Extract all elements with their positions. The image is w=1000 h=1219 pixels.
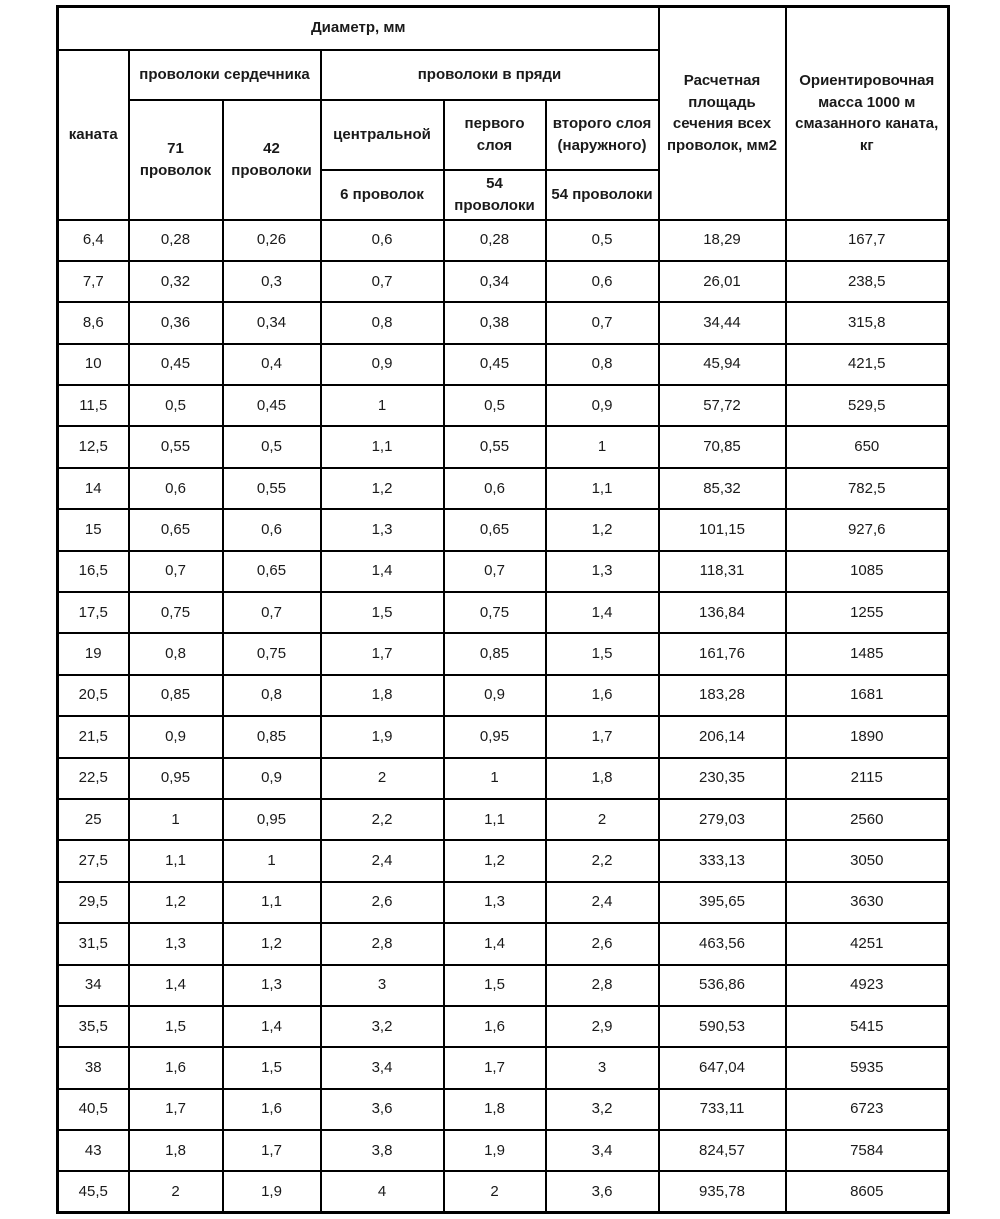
table-cell: 70,85: [659, 426, 786, 467]
table-cell: 536,86: [659, 965, 786, 1006]
table-cell: 45,94: [659, 344, 786, 385]
table-cell: 1,2: [129, 882, 223, 923]
table-cell: 3,4: [321, 1047, 444, 1088]
table-cell: 1,6: [129, 1047, 223, 1088]
table-cell: 3050: [786, 840, 949, 881]
table-cell: 25: [58, 799, 129, 840]
table-cell: 1,4: [321, 551, 444, 592]
table-cell: 34: [58, 965, 129, 1006]
table-cell: 650: [786, 426, 949, 467]
header-diameter-group: Диаметр, мм: [58, 7, 659, 50]
table-cell: 463,56: [659, 923, 786, 964]
table-cell: 1,4: [129, 965, 223, 1006]
table-cell: 26,01: [659, 261, 786, 302]
table-cell: 1,1: [223, 882, 321, 923]
table-cell: 3,4: [546, 1130, 659, 1171]
table-cell: 1,7: [223, 1130, 321, 1171]
header-section-area: Расчетная площадь сечения всех проволок, мм2: [659, 7, 786, 220]
table-cell: 0,28: [444, 220, 546, 261]
table-cell: 0,7: [321, 261, 444, 302]
table-row: [58, 551, 949, 592]
table-cell: 0,5: [546, 220, 659, 261]
table-row: [58, 716, 949, 757]
table-row: [58, 882, 949, 923]
table-header: [58, 7, 949, 220]
table-cell: 7584: [786, 1130, 949, 1171]
table-cell: 29,5: [58, 882, 129, 923]
table-cell: 0,45: [223, 385, 321, 426]
table-row: [58, 592, 949, 633]
table-cell: 1: [546, 426, 659, 467]
table-cell: 4251: [786, 923, 949, 964]
table-cell: 0,32: [129, 261, 223, 302]
table-row: [58, 1171, 949, 1212]
table-cell: 0,7: [546, 302, 659, 343]
table-cell: 0,9: [129, 716, 223, 757]
table-cell: 2,6: [321, 882, 444, 923]
header-strand-wires-group: проволоки в пряди: [321, 50, 659, 100]
table-cell: 0,6: [129, 468, 223, 509]
table-cell: 43: [58, 1130, 129, 1171]
table-cell: 16,5: [58, 551, 129, 592]
table-cell: 0,55: [129, 426, 223, 467]
table-cell: 0,28: [129, 220, 223, 261]
table-cell: 101,15: [659, 509, 786, 550]
table-cell: 2560: [786, 799, 949, 840]
table-cell: 1,2: [223, 923, 321, 964]
table-row: [58, 840, 949, 881]
table-cell: 590,53: [659, 1006, 786, 1047]
table-cell: 2,4: [321, 840, 444, 881]
table-cell: 0,95: [223, 799, 321, 840]
table-row: [58, 1089, 949, 1130]
table-cell: 238,5: [786, 261, 949, 302]
table-cell: 421,5: [786, 344, 949, 385]
table-row: [58, 220, 949, 261]
table-cell: 3,8: [321, 1130, 444, 1171]
header-mass: Ориентировочная масса 1000 м смазанного каната, кг: [786, 7, 949, 220]
table-cell: 0,34: [223, 302, 321, 343]
table-cell: 57,72: [659, 385, 786, 426]
table-cell: 45,5: [58, 1171, 129, 1212]
table-cell: 136,84: [659, 592, 786, 633]
table-cell: 1,2: [444, 840, 546, 881]
table-cell: 0,6: [444, 468, 546, 509]
table-cell: 10: [58, 344, 129, 385]
table-row: [58, 1047, 949, 1088]
table-cell: 333,13: [659, 840, 786, 881]
table-row: [58, 426, 949, 467]
table-cell: 0,34: [444, 261, 546, 302]
table-cell: 0,7: [129, 551, 223, 592]
table-cell: 0,95: [444, 716, 546, 757]
table-cell: 0,65: [223, 551, 321, 592]
table-cell: 8,6: [58, 302, 129, 343]
table-cell: 18,29: [659, 220, 786, 261]
header-rope: каната: [58, 50, 129, 220]
table-cell: 11,5: [58, 385, 129, 426]
table-cell: 0,8: [223, 675, 321, 716]
table-cell: 34,44: [659, 302, 786, 343]
table-row: [58, 509, 949, 550]
table-cell: 1255: [786, 592, 949, 633]
table-cell: 0,8: [129, 633, 223, 674]
table-cell: 1,7: [321, 633, 444, 674]
table-cell: 1,5: [444, 965, 546, 1006]
table-cell: 935,78: [659, 1171, 786, 1212]
table-cell: 85,32: [659, 468, 786, 509]
table-cell: 315,8: [786, 302, 949, 343]
table-cell: 3,2: [546, 1089, 659, 1130]
table-cell: 0,36: [129, 302, 223, 343]
table-cell: 2,2: [321, 799, 444, 840]
table-cell: 0,9: [321, 344, 444, 385]
table-cell: 1,4: [223, 1006, 321, 1047]
table-cell: 0,7: [444, 551, 546, 592]
table-cell: 0,5: [444, 385, 546, 426]
table-cell: 17,5: [58, 592, 129, 633]
table-cell: 0,45: [129, 344, 223, 385]
table-cell: 0,6: [223, 509, 321, 550]
wire-rope-spec-table: [56, 5, 950, 1214]
table-cell: 3,6: [321, 1089, 444, 1130]
table-cell: 1,1: [129, 840, 223, 881]
table-cell: 0,4: [223, 344, 321, 385]
table-cell: 733,11: [659, 1089, 786, 1130]
table-cell: 1,5: [321, 592, 444, 633]
table-cell: 0,8: [321, 302, 444, 343]
table-cell: 31,5: [58, 923, 129, 964]
table-cell: 1,3: [223, 965, 321, 1006]
table-cell: 0,6: [546, 261, 659, 302]
table-cell: 27,5: [58, 840, 129, 881]
table-cell: 8605: [786, 1171, 949, 1212]
table-cell: 167,7: [786, 220, 949, 261]
header-second-layer-sub: 54 проволоки: [546, 170, 659, 220]
table-cell: 1,4: [444, 923, 546, 964]
table-row: [58, 758, 949, 799]
table-cell: 118,31: [659, 551, 786, 592]
table-row: [58, 385, 949, 426]
table-cell: 20,5: [58, 675, 129, 716]
table-row: [58, 923, 949, 964]
table-cell: 1,8: [129, 1130, 223, 1171]
table-row: [58, 1006, 949, 1047]
table-row: [58, 675, 949, 716]
table-cell: 15: [58, 509, 129, 550]
table-cell: 1,7: [444, 1047, 546, 1088]
table-row: [58, 1130, 949, 1171]
table-cell: 2,4: [546, 882, 659, 923]
table-cell: 782,5: [786, 468, 949, 509]
table-cell: 0,85: [129, 675, 223, 716]
table-cell: 3: [546, 1047, 659, 1088]
table-cell: 1,8: [546, 758, 659, 799]
table-cell: 0,5: [129, 385, 223, 426]
table-cell: 0,55: [444, 426, 546, 467]
table-cell: 1,9: [321, 716, 444, 757]
table-cell: 279,03: [659, 799, 786, 840]
table-cell: 1,2: [546, 509, 659, 550]
header-first-layer-sub: 54 проволоки: [444, 170, 546, 220]
table-cell: 395,65: [659, 882, 786, 923]
table-cell: 1,1: [321, 426, 444, 467]
table-cell: 38: [58, 1047, 129, 1088]
table-cell: 1,9: [444, 1130, 546, 1171]
table-cell: 2: [321, 758, 444, 799]
table-cell: 1085: [786, 551, 949, 592]
table-row: [58, 302, 949, 343]
table-cell: 14: [58, 468, 129, 509]
table-cell: 0,45: [444, 344, 546, 385]
table-cell: 0,85: [444, 633, 546, 674]
table-cell: 1,4: [546, 592, 659, 633]
table-cell: 2115: [786, 758, 949, 799]
table-row: [58, 344, 949, 385]
table-row: [58, 799, 949, 840]
table-cell: 0,8: [546, 344, 659, 385]
table-row: [58, 261, 949, 302]
table-cell: 1: [321, 385, 444, 426]
table-cell: 1,6: [444, 1006, 546, 1047]
table-cell: 2,6: [546, 923, 659, 964]
header-core-wires-group: проволоки сердечника: [129, 50, 321, 100]
table-cell: 1,5: [546, 633, 659, 674]
header-core-42: 42 проволоки: [223, 100, 321, 220]
table-cell: 0,7: [223, 592, 321, 633]
table-cell: 6,4: [58, 220, 129, 261]
table-cell: 3,6: [546, 1171, 659, 1212]
table-cell: 927,6: [786, 509, 949, 550]
table-cell: 0,65: [444, 509, 546, 550]
table-cell: 21,5: [58, 716, 129, 757]
table-cell: 0,9: [546, 385, 659, 426]
table-cell: 0,65: [129, 509, 223, 550]
table-cell: 0,3: [223, 261, 321, 302]
table-cell: 1,3: [129, 923, 223, 964]
table-cell: 1,8: [444, 1089, 546, 1130]
table-cell: 5935: [786, 1047, 949, 1088]
table-row: [58, 965, 949, 1006]
table-cell: 647,04: [659, 1047, 786, 1088]
table-cell: 35,5: [58, 1006, 129, 1047]
table-cell: 2: [444, 1171, 546, 1212]
table-cell: 1,5: [223, 1047, 321, 1088]
table-row: [58, 633, 949, 674]
table-cell: 161,76: [659, 633, 786, 674]
header-row-diameter: [58, 7, 949, 50]
table-cell: 1,5: [129, 1006, 223, 1047]
table-cell: 5415: [786, 1006, 949, 1047]
table-cell: 1: [223, 840, 321, 881]
table-cell: 824,57: [659, 1130, 786, 1171]
table-cell: 0,9: [223, 758, 321, 799]
table-cell: 1,9: [223, 1171, 321, 1212]
table-cell: 3: [321, 965, 444, 1006]
table-cell: 0,9: [444, 675, 546, 716]
table-cell: 0,75: [223, 633, 321, 674]
table-cell: 0,75: [129, 592, 223, 633]
table-cell: 2,8: [321, 923, 444, 964]
table-cell: 7,7: [58, 261, 129, 302]
table-cell: 22,5: [58, 758, 129, 799]
table-body: [58, 220, 949, 1213]
table-cell: 1,8: [321, 675, 444, 716]
table-cell: 4923: [786, 965, 949, 1006]
table-cell: 1,7: [546, 716, 659, 757]
table-cell: 0,95: [129, 758, 223, 799]
table-cell: 183,28: [659, 675, 786, 716]
table-cell: 1,3: [321, 509, 444, 550]
table-cell: 529,5: [786, 385, 949, 426]
table-cell: 0,75: [444, 592, 546, 633]
table-cell: 0,85: [223, 716, 321, 757]
table-cell: 1: [129, 799, 223, 840]
table-cell: 0,38: [444, 302, 546, 343]
table-cell: 1890: [786, 716, 949, 757]
table-row: [58, 468, 949, 509]
table-cell: 2: [129, 1171, 223, 1212]
table-cell: 1,3: [546, 551, 659, 592]
table-cell: 230,35: [659, 758, 786, 799]
table-cell: 12,5: [58, 426, 129, 467]
table-cell: 2,9: [546, 1006, 659, 1047]
table-cell: 1,3: [444, 882, 546, 923]
table-cell: 1485: [786, 633, 949, 674]
table-cell: 1,2: [321, 468, 444, 509]
table-cell: 1,1: [546, 468, 659, 509]
table-cell: 2,8: [546, 965, 659, 1006]
header-second-layer: второго слоя (наружного): [546, 100, 659, 170]
table-cell: 1,6: [223, 1089, 321, 1130]
header-core-71: 71 проволок: [129, 100, 223, 220]
table-cell: 1681: [786, 675, 949, 716]
header-first-layer: первого слоя: [444, 100, 546, 170]
table-cell: 3630: [786, 882, 949, 923]
table-cell: 0,5: [223, 426, 321, 467]
table-cell: 40,5: [58, 1089, 129, 1130]
table-cell: 0,55: [223, 468, 321, 509]
table-cell: 1: [444, 758, 546, 799]
table-cell: 4: [321, 1171, 444, 1212]
table-cell: 3,2: [321, 1006, 444, 1047]
table-cell: 1,6: [546, 675, 659, 716]
table-cell: 6723: [786, 1089, 949, 1130]
table-cell: 1,1: [444, 799, 546, 840]
table-cell: 0,6: [321, 220, 444, 261]
table-cell: 2,2: [546, 840, 659, 881]
table-cell: 0,26: [223, 220, 321, 261]
header-central: центральной: [321, 100, 444, 170]
table-cell: 206,14: [659, 716, 786, 757]
table-cell: 1,7: [129, 1089, 223, 1130]
table-cell: 19: [58, 633, 129, 674]
header-central-sub: 6 проволок: [321, 170, 444, 220]
table-cell: 2: [546, 799, 659, 840]
